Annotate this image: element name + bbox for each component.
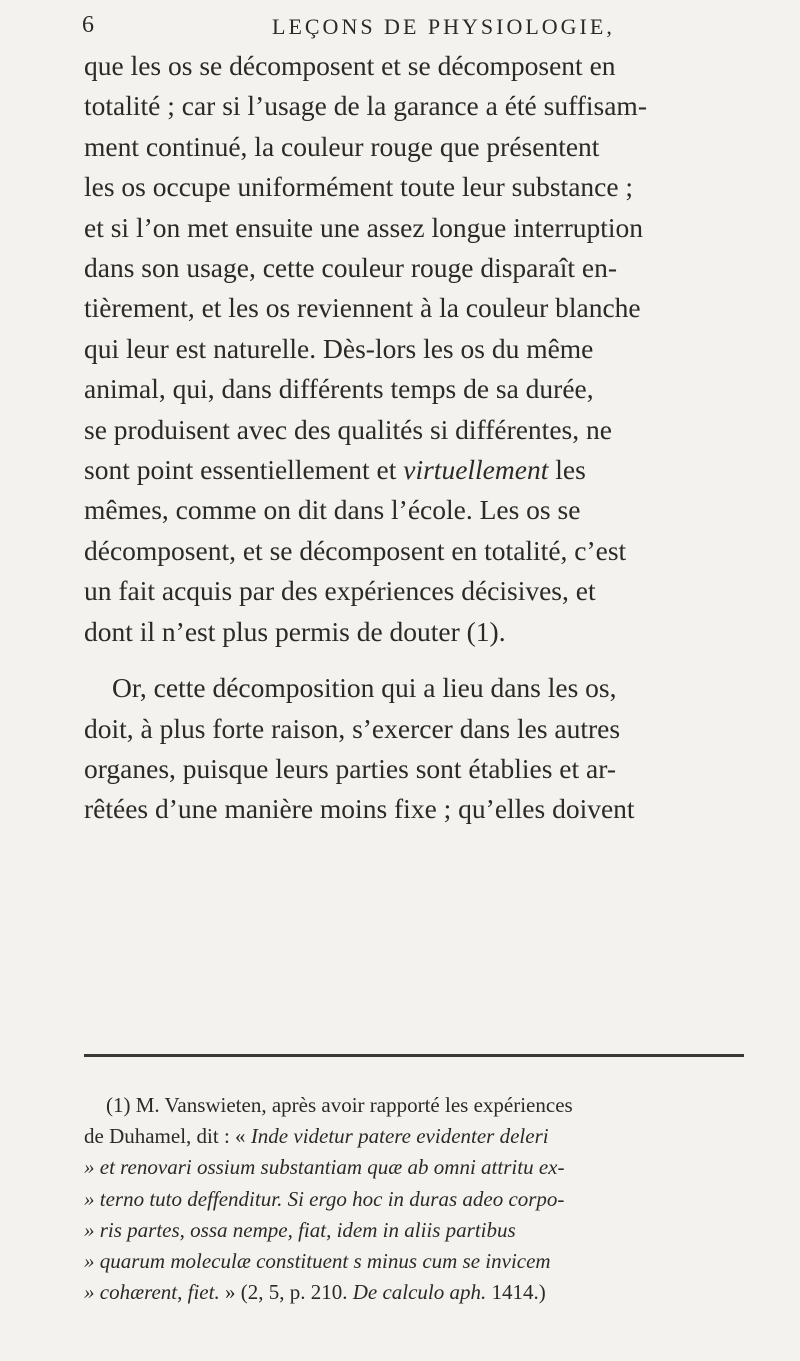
text-line: se produisent avec des qualités si différentes, ne [84, 413, 612, 445]
text-line: un fait acquis par des expériences décisives, et [84, 575, 596, 607]
text-line: et si l’on met ensuite une assez longue interruption [84, 211, 644, 243]
text-segment: les [548, 454, 586, 486]
footnote-line: » ris partes, ossa nempe, fiat, idem in aliis partibus [84, 1217, 516, 1242]
paragraph-2 [84, 668, 744, 830]
text-line: dans son usage, cette couleur rouge disparaît en- [84, 252, 618, 284]
footnote-line [84, 1277, 744, 1308]
page-number: 6 [82, 12, 96, 38]
text-line: ment continué, la couleur rouge que présentent [84, 130, 600, 162]
footnote-line: (1) M. Vanswieten, après avoir rapporté les expériences [106, 1093, 573, 1117]
text-line: doit, à plus forte raison, s’exercer dans les autres [84, 712, 621, 744]
text-line: rêtées d’une manière moins fixe ; qu’elles doivent [84, 793, 635, 825]
text-segment: sont point essentiellement et [84, 454, 404, 486]
paragraph-1 [84, 46, 744, 652]
text-line: tièrement, et les os reviennent à la couleur blanche [84, 292, 641, 324]
text-line [84, 450, 744, 490]
footnote-line [84, 1121, 744, 1152]
page-header [82, 8, 722, 44]
running-title: LEÇONS DE PHYSIOLOGIE, [272, 14, 615, 39]
footnote-line: » et renovari ossium substantiam quæ ab omni attritu ex- [84, 1155, 565, 1180]
text-line: organes, puisque leurs parties sont établies et ar- [84, 752, 616, 784]
text-line: que les os se décomposent et se décomposent en [84, 50, 616, 81]
body-text [84, 46, 744, 830]
footnote-line: » quarum moleculæ constituent s minus cum se invicem [84, 1249, 551, 1274]
emphasis-text: virtuellement [403, 454, 549, 486]
text-line: totalité ; car si l’usage de la garance a été suffisam- [84, 90, 647, 122]
text-line: mêmes, comme on dit dans l’école. Les os se [84, 494, 581, 526]
text-line: Or, cette décomposition qui a lieu dans les os, [112, 672, 617, 704]
text-line: animal, qui, dans différents temps de sa durée, [84, 373, 594, 405]
emphasis-text: De calculo aph. [352, 1280, 487, 1305]
footnote-line: » terno tuto deffenditur. Si ergo hoc in duras adeo corpo- [84, 1186, 565, 1211]
text-line: décomposent, et se décomposent en totalité, c’est [84, 534, 627, 566]
text-line: les os occupe uniformément toute leur substance ; [84, 171, 634, 203]
footnote-divider [84, 1054, 744, 1057]
footnote [84, 1090, 744, 1308]
emphasis-text: » cohærent, fiet. [84, 1280, 220, 1305]
text-segment: 1414.) [486, 1280, 546, 1305]
text-line: dont il n’est plus permis de douter (1). [84, 615, 506, 647]
text-segment: » (2, 5, p. 210. [219, 1280, 353, 1305]
text-segment: de Duhamel, dit : « [84, 1124, 251, 1149]
emphasis-text: Inde videtur patere evidenter deleri [250, 1124, 549, 1149]
text-line: qui leur est naturelle. Dès-lors les os du même [84, 332, 594, 364]
